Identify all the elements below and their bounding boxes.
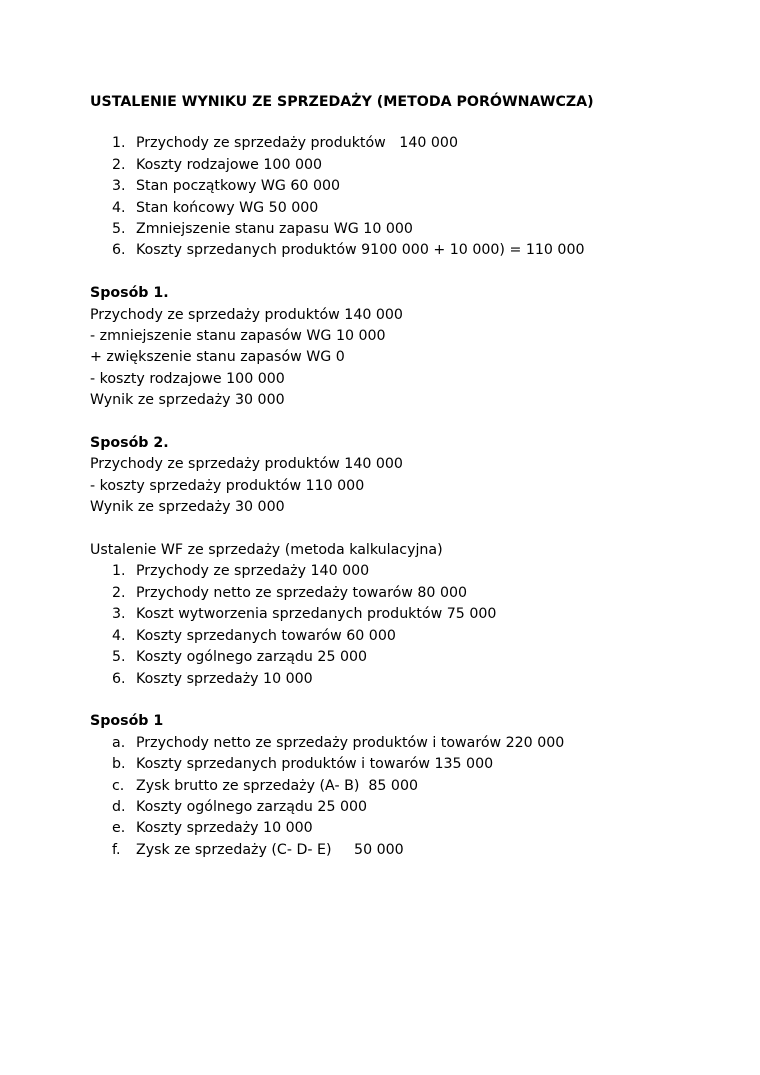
list-item: [90, 840, 730, 861]
list-item: [90, 818, 730, 839]
list-marker: a.: [112, 734, 126, 751]
list-item-text: Koszty sprzedaży 10 000: [136, 670, 313, 687]
list-item: [90, 240, 730, 261]
list-marker: e.: [112, 820, 126, 837]
list-marker: f.: [112, 841, 121, 858]
list-item-text: Koszty sprzedaży 10 000: [136, 820, 313, 837]
spacer: [90, 519, 730, 540]
list-item: [90, 776, 730, 797]
list-item: [90, 626, 730, 647]
list-marker: 2.: [112, 156, 126, 173]
text-line: Przychody ze sprzedaży produktów 140 000: [90, 306, 403, 323]
list-item-text: Przychody netto ze sprzedaży towarów 80 000: [136, 584, 468, 601]
list-marker: 2.: [112, 584, 126, 601]
list-item-text: Przychody ze sprzedaży 140 000: [136, 563, 370, 580]
list-marker: 1.: [112, 563, 126, 580]
list-item-text: Zmniejszenie stanu zapasu WG 10 000: [136, 221, 413, 238]
text-line: + zwiększenie stanu zapasów WG 0: [90, 349, 345, 366]
list-marker: 3.: [112, 178, 126, 195]
list-marker: 1.: [112, 135, 126, 152]
list-item: [90, 733, 730, 754]
section-heading-sposob-1: Sposób 1.: [90, 285, 169, 302]
list-item-text: Przychody ze sprzedaży produktów 140 000: [136, 135, 458, 152]
section-heading-sposob-1b: Sposób 1: [90, 713, 164, 730]
list-item-text: Zysk brutto ze sprzedaży (A- B) 85 000: [136, 777, 419, 794]
kalkulacyjna-intro: Ustalenie WF ze sprzedaży (metoda kalkulacyjna): [90, 542, 443, 559]
list-item: [90, 647, 730, 668]
spacer: [90, 262, 730, 283]
spacer: [90, 690, 730, 711]
list-item: [90, 155, 730, 176]
text-line: Przychody ze sprzedaży produktów 140 000: [90, 456, 403, 473]
kalkulacyjna-list: [90, 561, 730, 689]
list-marker: c.: [112, 777, 125, 794]
list-marker: 5.: [112, 221, 126, 238]
list-item: [90, 176, 730, 197]
text-line: - koszty rodzajowe 100 000: [90, 370, 285, 387]
list-item-text: Stan początkowy WG 60 000: [136, 178, 341, 195]
list-marker: 4.: [112, 627, 126, 644]
list-item: [90, 561, 730, 582]
list-item: [90, 604, 730, 625]
document-page: [90, 92, 730, 861]
list-item: [90, 133, 730, 154]
list-item: [90, 754, 730, 775]
list-item-text: Koszty sprzedanych towarów 60 000: [136, 627, 396, 644]
text-line: Wynik ze sprzedaży 30 000: [90, 392, 285, 409]
list-item-text: Koszty sprzedanych produktów i towarów 135 000: [136, 756, 494, 773]
text-line: - koszty sprzedaży produktów 110 000: [90, 477, 365, 494]
list-marker: 6.: [112, 670, 126, 687]
list-item-text: Koszty rodzajowe 100 000: [136, 156, 323, 173]
porownawcza-list: [90, 133, 730, 261]
list-item: [90, 583, 730, 604]
list-marker: b.: [112, 756, 126, 773]
list-item-text: Przychody netto ze sprzedaży produktów i towarów 220 000: [136, 734, 565, 751]
list-item-text: Koszty ogólnego zarządu 25 000: [136, 798, 368, 815]
list-marker: 6.: [112, 242, 126, 259]
list-item-text: Koszt wytworzenia sprzedanych produktów 75 000: [136, 606, 497, 623]
list-item-text: Koszty ogólnego zarządu 25 000: [136, 649, 368, 666]
document-title: USTALENIE WYNIKU ZE SPRZEDAŻY (METODA PORÓWNAWCZA): [90, 94, 594, 110]
list-marker: 5.: [112, 649, 126, 666]
list-item-text: Stan końcowy WG 50 000: [136, 199, 319, 216]
list-item: [90, 669, 730, 690]
list-marker: 4.: [112, 199, 126, 216]
list-marker: d.: [112, 798, 126, 815]
list-item: [90, 797, 730, 818]
section-heading-sposob-2: Sposób 2.: [90, 435, 169, 452]
spacer: [90, 412, 730, 433]
list-item-text: Zysk ze sprzedaży (C- D- E) 50 000: [136, 841, 404, 858]
text-line: Wynik ze sprzedaży 30 000: [90, 499, 285, 516]
list-item-text: Koszty sprzedanych produktów 9100 000 + 10 000) = 110 000: [136, 242, 585, 259]
list-item: [90, 219, 730, 240]
sposob-1b-list: [90, 733, 730, 861]
text-line: - zmniejszenie stanu zapasów WG 10 000: [90, 328, 386, 345]
list-marker: 3.: [112, 606, 126, 623]
list-item: [90, 198, 730, 219]
